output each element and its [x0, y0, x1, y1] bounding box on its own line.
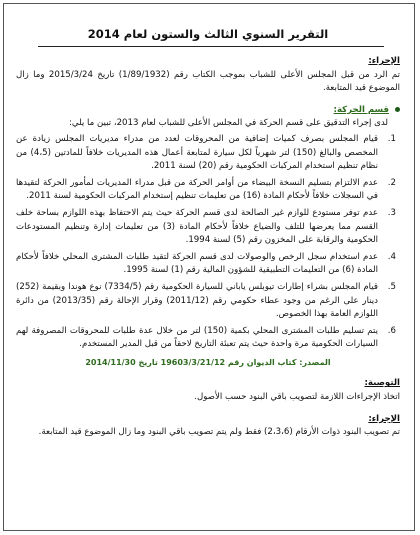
observations-list: [16, 133, 400, 352]
item-text: عدم الالتزام بتسليم النسخة البيضاء من أوامر الحركة من قبل مدراء المديريات لمأمور الحركة لتقيدها في السجلات خلافاً لأحكام المادة (16) من تعليمات تنظيم إستخدام المركبات الحكومية لسنة 2011.: [16, 177, 378, 202]
document-body: [16, 10, 400, 440]
list-item: [16, 133, 400, 174]
list-item: [16, 281, 400, 322]
item-text: عدم استخدام سجل الرخص والوصولات لدى قسم الحركة لتقيد طلبات المشترى المحلي خلافاً لأحكام المادة (6) من التعليمات التطبيقية للشؤون المالية رقم (1) لسنة 1995.: [16, 251, 378, 276]
movement-heading: قسم الحركة:: [333, 104, 389, 115]
procedure-heading: الإجراء:: [368, 56, 400, 66]
item-number: 3.: [387, 207, 396, 218]
list-item: [16, 325, 400, 352]
list-item: [16, 177, 400, 204]
movement-section: [16, 104, 400, 370]
procedure2-section: [16, 413, 400, 440]
report-title: التقرير السنوي الثالث والستون لعام 2014: [87, 27, 329, 41]
item-number: 5.: [387, 281, 396, 292]
recommendation-heading: التوصية:: [364, 378, 400, 389]
list-item: [16, 207, 400, 248]
movement-heading-row: [16, 104, 400, 118]
movement-intro: لدى إجراء التدقيق على قسم الحركة في المجلس الأعلى للشباب لعام 2013، تبين ما يلي:: [68, 118, 388, 129]
recommendation-text: اتخاذ الإجراءات اللازمة لتصويب باقي البنود حسب الأصول.: [194, 392, 400, 403]
item-text: يتم تسليم طلبات المشترى المحلي بكمية (150) لتر من خلال عدة طلبات للمحروقات المصروفة لهم السيارات الحكومية مرة واحدة حيث يتم تعبئة التاريخ لاحقاً من قبل المدير المستخدم.: [16, 325, 378, 350]
item-text: قيام المجلس بشراء إطارات تيوبلس ياباني للسيارة الحكومية رقم (7334/5) نوع هوندا وبقيمة (252) دينار على الرغم من وجود عطاء حكومي رقم (2011/12) وقرار الإحالة رقم (2013/35) من دائرة اللوازم العامة بهذا الخصوص.: [16, 281, 379, 320]
list-item: [16, 251, 400, 278]
procedure-section: [16, 55, 400, 96]
item-text: قيام المجلس بصرف كميات إضافية من المحروقات لعدد من مدراء مديريات المجلس زيادة عن المخصص والبالغ (150) لتر شهرياً لكل سيارة لمتابعة أعمال هذه المديريات خلافاً للمادتين (4،5) من نظام تنظيم استخدام المركبات الحكومية رقم (20) لسنة 2011.: [16, 133, 379, 172]
report-page: [3, 3, 415, 531]
bullet-icon: [395, 107, 400, 112]
item-number: 1.: [387, 133, 396, 144]
procedure-text: تم الرد من قبل المجلس الأعلى للشباب بموجب الكتاب رقم (1/89/1932) تاريخ 2015/3/24 وما زال الموضوع قيد المتابعة.: [16, 69, 400, 94]
recommendation-section: [16, 377, 400, 404]
item-number: 4.: [387, 251, 396, 262]
item-number: 6.: [387, 325, 396, 336]
title-divider: [38, 46, 384, 47]
procedure2-heading: الإجراء:: [368, 413, 400, 424]
item-number: 2.: [387, 177, 396, 188]
item-text: عدم توفر مستودع للوازم غير الصالحة لدى قسم الحركة حيث يتم الاحتفاظ بهذه اللوازم بساحة خلف القسم مما يعرضها للتلف والضياع خلافاً لأحكام المادة (3) من تعليمات إدارة وتنظيم المستودعات الحكومية والرقابة على المخزون رقم (5) لسنة 1994.: [16, 207, 378, 246]
procedure2-text: تم تصويب البنود ذوات الأرقام (2،3،6) فقط ولم يتم تصويب باقي البنود وما زال الموضوع قيد المتابعة.: [38, 427, 400, 438]
source-reference: المصدر: كتاب الديوان رقم 19603/3/21/12 تاريخ 2014/11/30: [85, 357, 331, 367]
